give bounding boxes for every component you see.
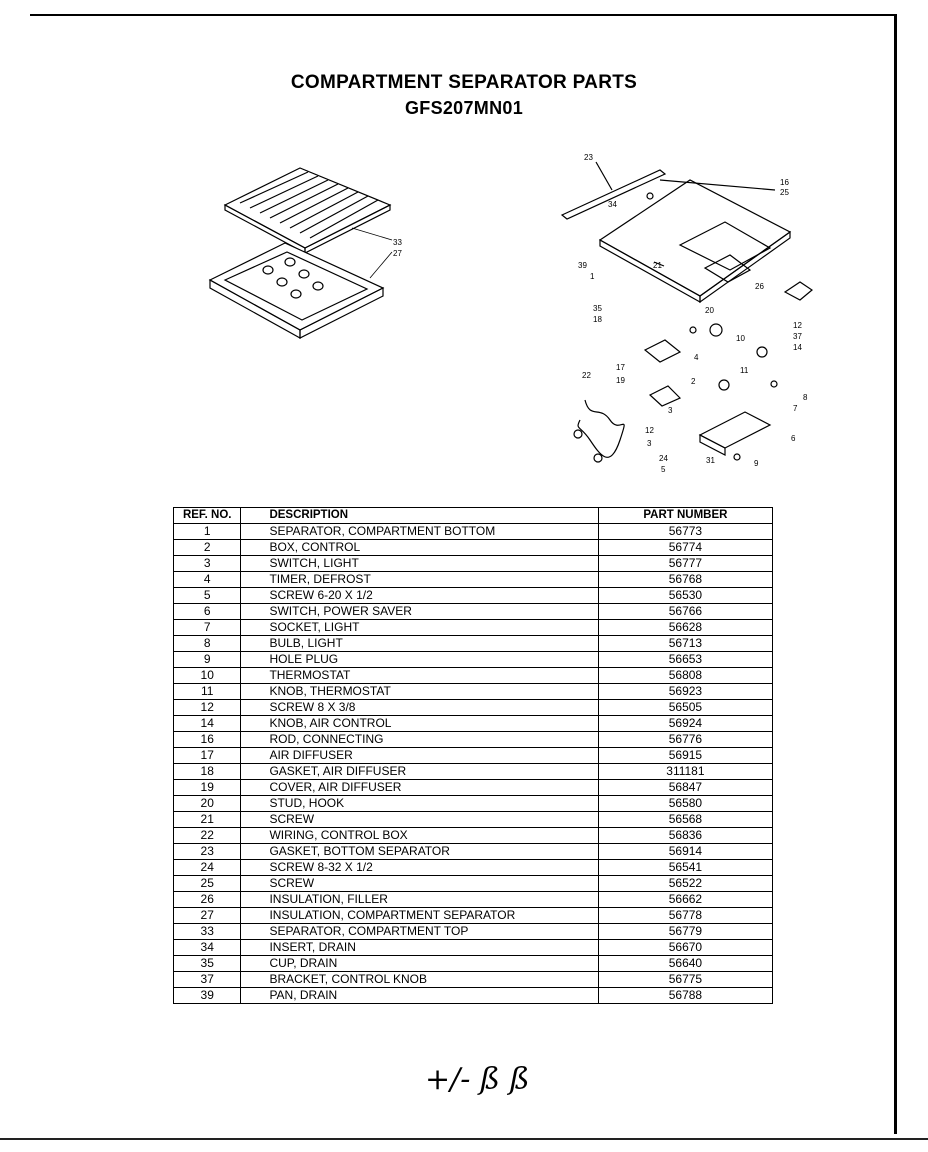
ref-no-cell: 6 bbox=[174, 604, 241, 620]
table-row bbox=[174, 700, 773, 716]
description-cell: BULB, LIGHT bbox=[241, 636, 598, 652]
callout-label: 3 bbox=[668, 406, 673, 415]
callout-label: 37 bbox=[793, 332, 802, 341]
ref-no-cell: 27 bbox=[174, 908, 241, 924]
part-number-cell: 56774 bbox=[598, 540, 772, 556]
part-number-cell: 56779 bbox=[598, 924, 772, 940]
callout-label: 3 bbox=[647, 439, 652, 448]
page-title: COMPARTMENT SEPARATOR PARTS bbox=[290, 72, 638, 93]
ref-no-cell: 39 bbox=[174, 988, 241, 1004]
table-row bbox=[174, 812, 773, 828]
part-number-cell: 311181 bbox=[598, 764, 772, 780]
part-number-cell: 56628 bbox=[598, 620, 772, 636]
ref-no-cell: 37 bbox=[174, 972, 241, 988]
part-number-cell: 56788 bbox=[598, 988, 772, 1004]
callout-label: 25 bbox=[780, 188, 789, 197]
table-row bbox=[174, 556, 773, 572]
ref-no-cell: 34 bbox=[174, 940, 241, 956]
callout-label: 12 bbox=[645, 426, 654, 435]
description-cell: SEPARATOR, COMPARTMENT TOP bbox=[241, 924, 598, 940]
part-number-cell: 56923 bbox=[598, 684, 772, 700]
description-cell: STUD, HOOK bbox=[241, 796, 598, 812]
part-number-cell: 56847 bbox=[598, 780, 772, 796]
ref-no-cell: 18 bbox=[174, 764, 241, 780]
separator-top-drawing bbox=[225, 168, 390, 253]
part-number-cell: 56914 bbox=[598, 844, 772, 860]
callout-label: 2 bbox=[691, 377, 696, 386]
description-cell: COVER, AIR DIFFUSER bbox=[241, 780, 598, 796]
description-cell: INSERT, DRAIN bbox=[241, 940, 598, 956]
ref-no-cell: 22 bbox=[174, 828, 241, 844]
ref-no-cell: 17 bbox=[174, 748, 241, 764]
table-row bbox=[174, 860, 773, 876]
ref-no-cell: 2 bbox=[174, 540, 241, 556]
callout-label: 31 bbox=[706, 456, 715, 465]
table-row bbox=[174, 620, 773, 636]
header-description: DESCRIPTION bbox=[241, 508, 598, 524]
description-cell: INSULATION, FILLER bbox=[241, 892, 598, 908]
part-number-cell: 56713 bbox=[598, 636, 772, 652]
table-row bbox=[174, 684, 773, 700]
ref-no-cell: 7 bbox=[174, 620, 241, 636]
callout-label: 9 bbox=[754, 459, 759, 468]
table-row bbox=[174, 764, 773, 780]
description-cell: KNOB, AIR CONTROL bbox=[241, 716, 598, 732]
callout-leaders-left bbox=[352, 228, 392, 278]
ref-no-cell: 12 bbox=[174, 700, 241, 716]
control-box-drawing bbox=[574, 282, 812, 462]
callout-label: 6 bbox=[791, 434, 796, 443]
description-cell: THERMOSTAT bbox=[241, 668, 598, 684]
callout-label: 17 bbox=[616, 363, 625, 372]
description-cell: SCREW bbox=[241, 812, 598, 828]
description-cell: BRACKET, CONTROL KNOB bbox=[241, 972, 598, 988]
ref-no-cell: 4 bbox=[174, 572, 241, 588]
model-number: GFS207MN01 bbox=[404, 98, 524, 118]
table-row bbox=[174, 588, 773, 604]
callout-label: 23 bbox=[584, 153, 593, 162]
part-number-cell: 56777 bbox=[598, 556, 772, 572]
description-cell: GASKET, AIR DIFFUSER bbox=[241, 764, 598, 780]
description-cell: SWITCH, LIGHT bbox=[241, 556, 598, 572]
header-ref-no: REF. NO. bbox=[174, 508, 241, 524]
callout-label: 1 bbox=[590, 272, 595, 281]
callout-33: 33 bbox=[393, 238, 402, 247]
ref-no-cell: 16 bbox=[174, 732, 241, 748]
header-part-number: PART NUMBER bbox=[598, 508, 772, 524]
callout-label: 14 bbox=[793, 343, 802, 352]
part-number-cell: 56808 bbox=[598, 668, 772, 684]
ref-no-cell: 19 bbox=[174, 780, 241, 796]
part-number-cell: 56775 bbox=[598, 972, 772, 988]
part-number-cell: 56768 bbox=[598, 572, 772, 588]
ref-no-cell: 10 bbox=[174, 668, 241, 684]
table-row bbox=[174, 908, 773, 924]
ref-no-cell: 25 bbox=[174, 876, 241, 892]
table-row bbox=[174, 524, 773, 540]
part-number-cell: 56568 bbox=[598, 812, 772, 828]
description-cell: KNOB, THERMOSTAT bbox=[241, 684, 598, 700]
part-number-cell: 56776 bbox=[598, 732, 772, 748]
description-cell: SCREW bbox=[241, 876, 598, 892]
parts-table bbox=[173, 507, 773, 1004]
description-cell: SEPARATOR, COMPARTMENT BOTTOM bbox=[241, 524, 598, 540]
table-header-row bbox=[174, 508, 773, 524]
scan-edge-line bbox=[0, 1138, 928, 1140]
description-cell: SCREW 6-20 X 1/2 bbox=[241, 588, 598, 604]
ref-no-cell: 20 bbox=[174, 796, 241, 812]
ref-no-cell: 8 bbox=[174, 636, 241, 652]
description-cell: HOLE PLUG bbox=[241, 652, 598, 668]
callout-label: 34 bbox=[608, 200, 617, 209]
table-row bbox=[174, 828, 773, 844]
callout-27: 27 bbox=[393, 249, 402, 258]
part-number-cell: 56662 bbox=[598, 892, 772, 908]
description-cell: SWITCH, POWER SAVER bbox=[241, 604, 598, 620]
description-cell: SCREW 8-32 X 1/2 bbox=[241, 860, 598, 876]
part-number-cell: 56522 bbox=[598, 876, 772, 892]
table-row bbox=[174, 748, 773, 764]
part-number-cell: 56766 bbox=[598, 604, 772, 620]
part-number-cell: 56580 bbox=[598, 796, 772, 812]
description-cell: SOCKET, LIGHT bbox=[241, 620, 598, 636]
ref-no-cell: 5 bbox=[174, 588, 241, 604]
callout-label: 7 bbox=[793, 404, 798, 413]
callout-label: 26 bbox=[755, 282, 764, 291]
callout-label: 19 bbox=[616, 376, 625, 385]
exploded-parts-diagram bbox=[0, 0, 928, 500]
callout-label: 16 bbox=[780, 178, 789, 187]
table-row bbox=[174, 876, 773, 892]
table-row bbox=[174, 716, 773, 732]
table-row bbox=[174, 604, 773, 620]
part-number-cell: 56653 bbox=[598, 652, 772, 668]
callout-label: 20 bbox=[705, 306, 714, 315]
table-row bbox=[174, 780, 773, 796]
table-row bbox=[174, 636, 773, 652]
ref-no-cell: 14 bbox=[174, 716, 241, 732]
description-cell: PAN, DRAIN bbox=[241, 988, 598, 1004]
description-cell: WIRING, CONTROL BOX bbox=[241, 828, 598, 844]
callout-label: 12 bbox=[793, 321, 802, 330]
part-number-cell: 56670 bbox=[598, 940, 772, 956]
table-row bbox=[174, 572, 773, 588]
table-row bbox=[174, 732, 773, 748]
ref-no-cell: 11 bbox=[174, 684, 241, 700]
handwritten-note: +/- ß ß bbox=[425, 1062, 530, 1097]
description-cell: INSULATION, COMPARTMENT SEPARATOR bbox=[241, 908, 598, 924]
callout-label: 24 bbox=[659, 454, 668, 463]
callout-label: 21 bbox=[653, 261, 662, 270]
table-row bbox=[174, 924, 773, 940]
ref-no-cell: 35 bbox=[174, 956, 241, 972]
table-row bbox=[174, 540, 773, 556]
description-cell: AIR DIFFUSER bbox=[241, 748, 598, 764]
callout-label: 4 bbox=[694, 353, 699, 362]
callout-label: 11 bbox=[740, 366, 749, 375]
description-cell: TIMER, DEFROST bbox=[241, 572, 598, 588]
callout-label: 35 bbox=[593, 304, 602, 313]
callout-label: 22 bbox=[582, 371, 591, 380]
description-cell: BOX, CONTROL bbox=[241, 540, 598, 556]
description-cell: SCREW 8 X 3/8 bbox=[241, 700, 598, 716]
part-number-cell: 56530 bbox=[598, 588, 772, 604]
table-row bbox=[174, 956, 773, 972]
separator-base-drawing bbox=[210, 243, 383, 338]
callout-label: 39 bbox=[578, 261, 587, 270]
table-row bbox=[174, 652, 773, 668]
ref-no-cell: 26 bbox=[174, 892, 241, 908]
ref-no-cell: 1 bbox=[174, 524, 241, 540]
table-row bbox=[174, 940, 773, 956]
ref-no-cell: 24 bbox=[174, 860, 241, 876]
part-number-cell: 56505 bbox=[598, 700, 772, 716]
callout-label: 18 bbox=[593, 315, 602, 324]
part-number-cell: 56924 bbox=[598, 716, 772, 732]
table-row bbox=[174, 668, 773, 684]
ref-no-cell: 23 bbox=[174, 844, 241, 860]
table-row bbox=[174, 892, 773, 908]
table-row bbox=[174, 972, 773, 988]
description-cell: GASKET, BOTTOM SEPARATOR bbox=[241, 844, 598, 860]
table-row bbox=[174, 988, 773, 1004]
part-number-cell: 56836 bbox=[598, 828, 772, 844]
description-cell: CUP, DRAIN bbox=[241, 956, 598, 972]
part-number-cell: 56773 bbox=[598, 524, 772, 540]
table-row bbox=[174, 844, 773, 860]
parts-table-body bbox=[174, 524, 773, 1004]
ref-no-cell: 21 bbox=[174, 812, 241, 828]
part-number-cell: 56640 bbox=[598, 956, 772, 972]
callout-label: 10 bbox=[736, 334, 745, 343]
callout-label: 8 bbox=[803, 393, 808, 402]
ref-no-cell: 9 bbox=[174, 652, 241, 668]
ref-no-cell: 3 bbox=[174, 556, 241, 572]
table-row bbox=[174, 796, 773, 812]
ref-no-cell: 33 bbox=[174, 924, 241, 940]
callout-label: 5 bbox=[661, 465, 666, 474]
part-number-cell: 56915 bbox=[598, 748, 772, 764]
part-number-cell: 56778 bbox=[598, 908, 772, 924]
part-number-cell: 56541 bbox=[598, 860, 772, 876]
description-cell: ROD, CONNECTING bbox=[241, 732, 598, 748]
